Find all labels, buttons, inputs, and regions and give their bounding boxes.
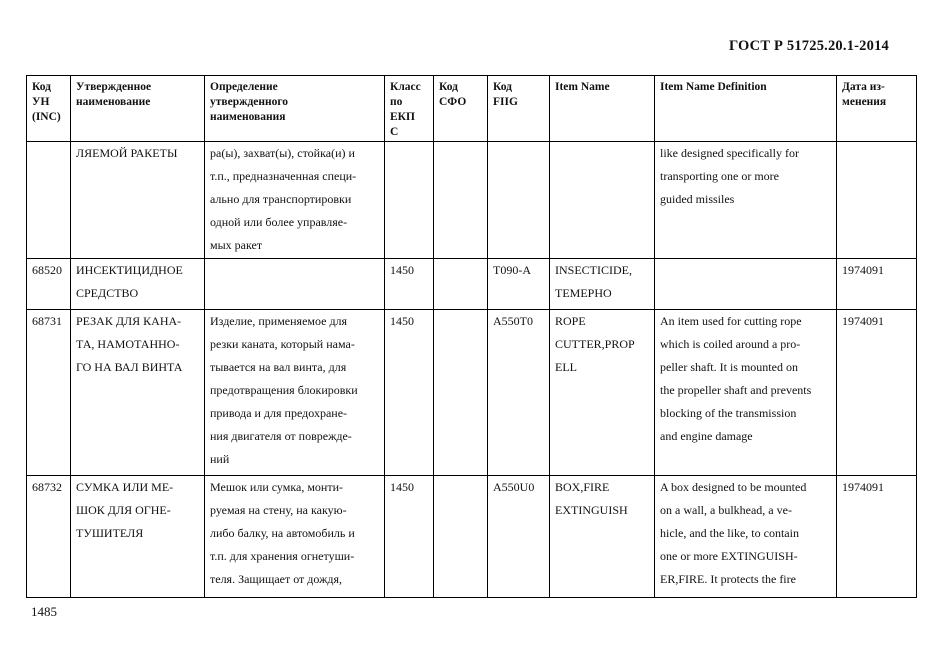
cell-fiig: T090-A [488,259,550,310]
cell-fiig: A550U0 [488,476,550,598]
cell-definition: Мешок или сумка, монти- руемая на стену, на какую- либо балку, на автомобиль и т.п. для хранения огнетуши- теля. Защищает от дождя, [205,476,385,598]
cell-item-name: INSECTICIDE, TEMEPHO [550,259,655,310]
cell-code: 68732 [27,476,71,598]
cell-name: СУМКА ИЛИ МЕ- ШОК ДЛЯ ОГНЕ- ТУШИТЕЛЯ [71,476,205,598]
cell-class: 1450 [385,259,434,310]
header-fiig: Код FIIG [488,76,550,142]
cell-fiig [488,142,550,259]
cell-class [385,142,434,259]
cell-class: 1450 [385,476,434,598]
cell-item-def: A box designed to be mounted on a wall, a bulkhead, a ve- hicle, and the like, to contain one or more EXTINGUISH- ER,FIRE. It protects the fire [655,476,837,598]
cell-sfo [434,259,488,310]
nomenclature-table [26,75,917,598]
header-class: Класс по ЕКП С [385,76,434,142]
page-number: 1485 [31,604,57,619]
cell-date [837,142,917,259]
header-sfo: Код СФО [434,76,488,142]
cell-sfo [434,142,488,259]
header-item-name: Item Name [550,76,655,142]
cell-date: 1974091 [837,259,917,310]
header-date: Дата из- менения [837,76,917,142]
cell-name: ЛЯЕМОЙ РАКЕТЫ [71,142,205,259]
cell-name: РЕЗАК ДЛЯ КАНА- ТА, НАМОТАННО- ГО НА ВАЛ ВИНТА [71,310,205,476]
cell-item-name: BOX,FIRE EXTINGUISH [550,476,655,598]
cell-definition: Изделие, применяемое для резки каната, который нама- тывается на вал винта, для предотвращения блокировки привода и для предохране- ния двигателя от поврежде- ний [205,310,385,476]
table-row [27,142,917,259]
header-inc: Код УН (INC) [27,76,71,142]
header-approved-name: Утвержденное наименование [71,76,205,142]
cell-definition: ра(ы), захват(ы), стойка(и) и т.п., предназначенная специ- ально для транспортировки одной или более управляе- мых ракет [205,142,385,259]
header-definition: Определение утвержденного наименования [205,76,385,142]
header-item-def: Item Name Definition [655,76,837,142]
cell-sfo [434,310,488,476]
cell-code: 68731 [27,310,71,476]
cell-item-def [655,259,837,310]
cell-name: ИНСЕКТИЦИДНОЕ СРЕДСТВО [71,259,205,310]
cell-date: 1974091 [837,310,917,476]
cell-item-name [550,142,655,259]
cell-class: 1450 [385,310,434,476]
table-row [27,259,917,310]
document-code: ГОСТ Р 51725.20.1-2014 [728,38,889,54]
cell-date: 1974091 [837,476,917,598]
cell-code: 68520 [27,259,71,310]
cell-definition [205,259,385,310]
cell-item-def: An item used for cutting rope which is coiled around a pro- peller shaft. It is mounted on the propeller shaft and prevents blocking of the transmission and engine damage [655,310,837,476]
table-row [27,310,917,476]
cell-code [27,142,71,259]
cell-fiig: A550T0 [488,310,550,476]
cell-item-name: ROPE CUTTER,PROP ELL [550,310,655,476]
table-header-row [27,76,917,142]
cell-sfo [434,476,488,598]
table-row [27,476,917,598]
cell-item-def: like designed specifically for transporting one or more guided missiles [655,142,837,259]
